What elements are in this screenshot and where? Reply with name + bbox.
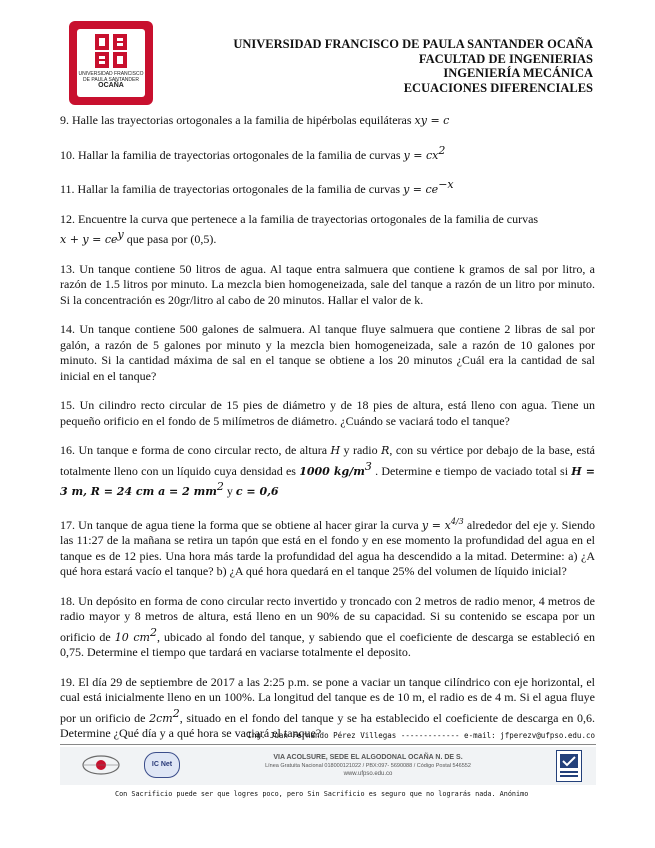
footer-divider <box>60 744 596 745</box>
problem-17 <box>60 514 595 580</box>
exponent: 2 <box>172 706 180 720</box>
logo-university-name: UNIVERSIDAD FRANCISCO DE PAULA SANTANDER <box>78 71 144 83</box>
equation: R <box>381 444 390 457</box>
problem-text: 16. Un tanque e forma de cono circular recto, de altura <box>60 443 331 457</box>
footer-network-logo <box>144 752 180 778</box>
header-faculty: FACULTAD DE INGENIERIAS <box>418 51 593 66</box>
problem-13 <box>60 262 595 309</box>
exponent: 4/3 <box>450 516 464 526</box>
equation: y = x <box>421 518 451 532</box>
problem-text: , ubicado al fondo del tanque, y sabiendo que el coeficiente de descarga se estableció en 0,75. Determine el tiempo que tardará en vaciarse totalmente el deposito. <box>60 629 595 659</box>
problem-text: 12. Encuentre la curva que pertenece a la familia de trayectorias ortogonales de la familia de curvas <box>60 211 539 226</box>
equation: y = cx <box>403 148 439 162</box>
problem-text: 13. Un tanque contiene 50 litros de agua. Al taque entra salmuera que contiene k gramos de sal por litro, a razón de 1.5 litros por minuto. La mezcla bien homogeneizada, sale del tanque a razón de un litro por minuto. Si la concentración es 20gr/litro al cabo de 20 minutos. Hallar el valor de k. <box>60 261 595 307</box>
page-footer <box>60 747 596 785</box>
footer-certification-icon <box>556 750 582 782</box>
problem-text: 19. El día 29 de septiembre de 2017 a las 2:25 p.m. se pone a vaciar un tanque cilíndrico con eje horizontal, el cual está inicialmente lleno en un 100%. La longitud del tanque es de 10 m, el radio es de 4 m. Si el agua fluye por un orificio de <box>60 674 595 725</box>
problem-text: 11. Hallar la familia de trayectorias ortogonales de la familia de curvas <box>60 182 404 196</box>
problem-text: 9. Halle las trayectorias ortogonales a la familia de hipérbolas equiláteras <box>60 113 415 127</box>
header-course: ECUACIONES DIFERENCIALES <box>403 80 593 95</box>
equation: y = ce <box>403 183 439 196</box>
equation: H = 3 m, R = 24 cm a = 2 mm <box>60 464 595 498</box>
equation: 10 cm <box>114 630 150 644</box>
problem-text: , situado en el fondo del tanque y se ha establecido el coeficiente de descarga en 0,6. Determine ¿Qué día y a qué hora se vaciará el tanque? <box>60 710 595 740</box>
exponent: 2 <box>149 625 157 639</box>
problem-9 <box>60 113 595 129</box>
equation: c = 0,6 <box>235 485 279 498</box>
problem-12 <box>60 212 595 248</box>
problem-text: 18. Un depósito en forma de cono circular recto invertido y troncado con 2 metros de radio menor, 4 metros de radio mayor y 8 metros de altura, está lleno en un 90% de su capacidad. Si su contenido se escapa por un orificio de <box>60 593 595 644</box>
problem-18 <box>60 594 595 661</box>
footer-phone: Línea Gratuita Nacional 018000121022 / PBX:097- 5690088 / Código Postal 546552 <box>265 763 471 769</box>
university-logo <box>69 21 153 105</box>
problem-text-tail: que pasa por (0,5). <box>123 232 217 246</box>
problem-text: y radio <box>340 443 382 457</box>
problem-text: alrededor del eje y. Siendo las 11:27 de la mañana se retira un tapón que está en el fondo y en ese momento la profundidad del agua en el tanque es de 12 pies. Una hora más tarde la profundidad del agua ha descendido a la mitad. Determine: a) ¿A qué hora estará vacío el tanque? b) ¿A qué hora quedará en el tanque 25% del volumen de líquido inicial? <box>60 517 595 578</box>
problem-text: 14. Un tanque contiene 500 galones de salmuera. Al tanque fluye salmuera que contiene 2 libras de sal por galón, a razón de 5 galones por minuto y la mezcla bien homogeneizada, sale a razón de 10 galones por minuto. Si la cantidad máxima de sal en el tanque se obtiene a los 20 minutos ¿Cuál era la cantidad de sal inicial en el tanque? <box>60 322 595 383</box>
logo-panel <box>77 29 145 97</box>
footer-quote: Con Sacrificio puede ser que logres poco, pero Sin Sacrificio es seguro que no lograrás nada. Anónimo <box>115 790 529 798</box>
problem-16 <box>60 443 595 500</box>
footer-network-logo-text: IC Net <box>151 761 173 768</box>
problem-list <box>60 113 595 756</box>
logo-city: OCAÑA <box>98 82 124 89</box>
problem-text: y <box>223 484 236 498</box>
equation: H <box>330 444 341 457</box>
footer-address: VIA ACOLSURE, SEDE EL ALGODONAL OCAÑA N. DE S. <box>273 754 463 761</box>
equation: 1000 kg/m <box>299 464 365 478</box>
footer-website-link[interactable]: www.ufpso.edu.co <box>343 771 393 777</box>
exponent: 3 <box>364 459 372 473</box>
exponent: y <box>117 228 124 241</box>
problem-text: , con su vértice por debajo de la base, está totalmente lleno con un líquido cuya densidad es <box>60 443 596 478</box>
exponent: −x <box>438 178 454 191</box>
document-header <box>233 37 593 95</box>
problem-text: 15. Un cilindro recto circular de 15 pies de diámetro y de 18 pies de altura, está lleno con agua. Tiene un pequeño orificio en el fondo de 5 milímetros de diámetro. ¿Cuándo se vaciará todo el tanque? <box>60 398 595 428</box>
problem-text: 10. Hallar la familia de trayectorias ortogonales de la familia de curvas <box>60 147 404 162</box>
problem-15 <box>60 398 595 429</box>
exponent: 2 <box>438 143 446 157</box>
footer-contact <box>200 753 536 778</box>
exponent: 2 <box>216 480 224 493</box>
problem-text: . Determine e tiempo de vaciado total si <box>371 463 572 478</box>
problem-text: 17. Un tanque de agua tiene la forma que se obtiene al hacer girar la curva <box>60 517 422 532</box>
footer-seal-icon <box>80 752 122 778</box>
equation: xy = c <box>414 114 450 127</box>
author-signature: Ing. Juan Fernando Pérez Villegas ------------- e-mail: jfperezv@ufpso.edu.co <box>247 731 595 740</box>
header-university: UNIVERSIDAD FRANCISCO DE PAULA SANTANDER OCAÑA <box>233 37 593 51</box>
problem-14 <box>60 322 595 384</box>
header-program: INGENIERÍA MECÁNICA <box>443 66 593 80</box>
problem-10 <box>60 143 595 164</box>
problem-11 <box>60 177 595 198</box>
university-shield-icon <box>91 32 131 70</box>
equation: x + y = ce <box>60 233 118 246</box>
equation: 2cm <box>149 711 173 725</box>
